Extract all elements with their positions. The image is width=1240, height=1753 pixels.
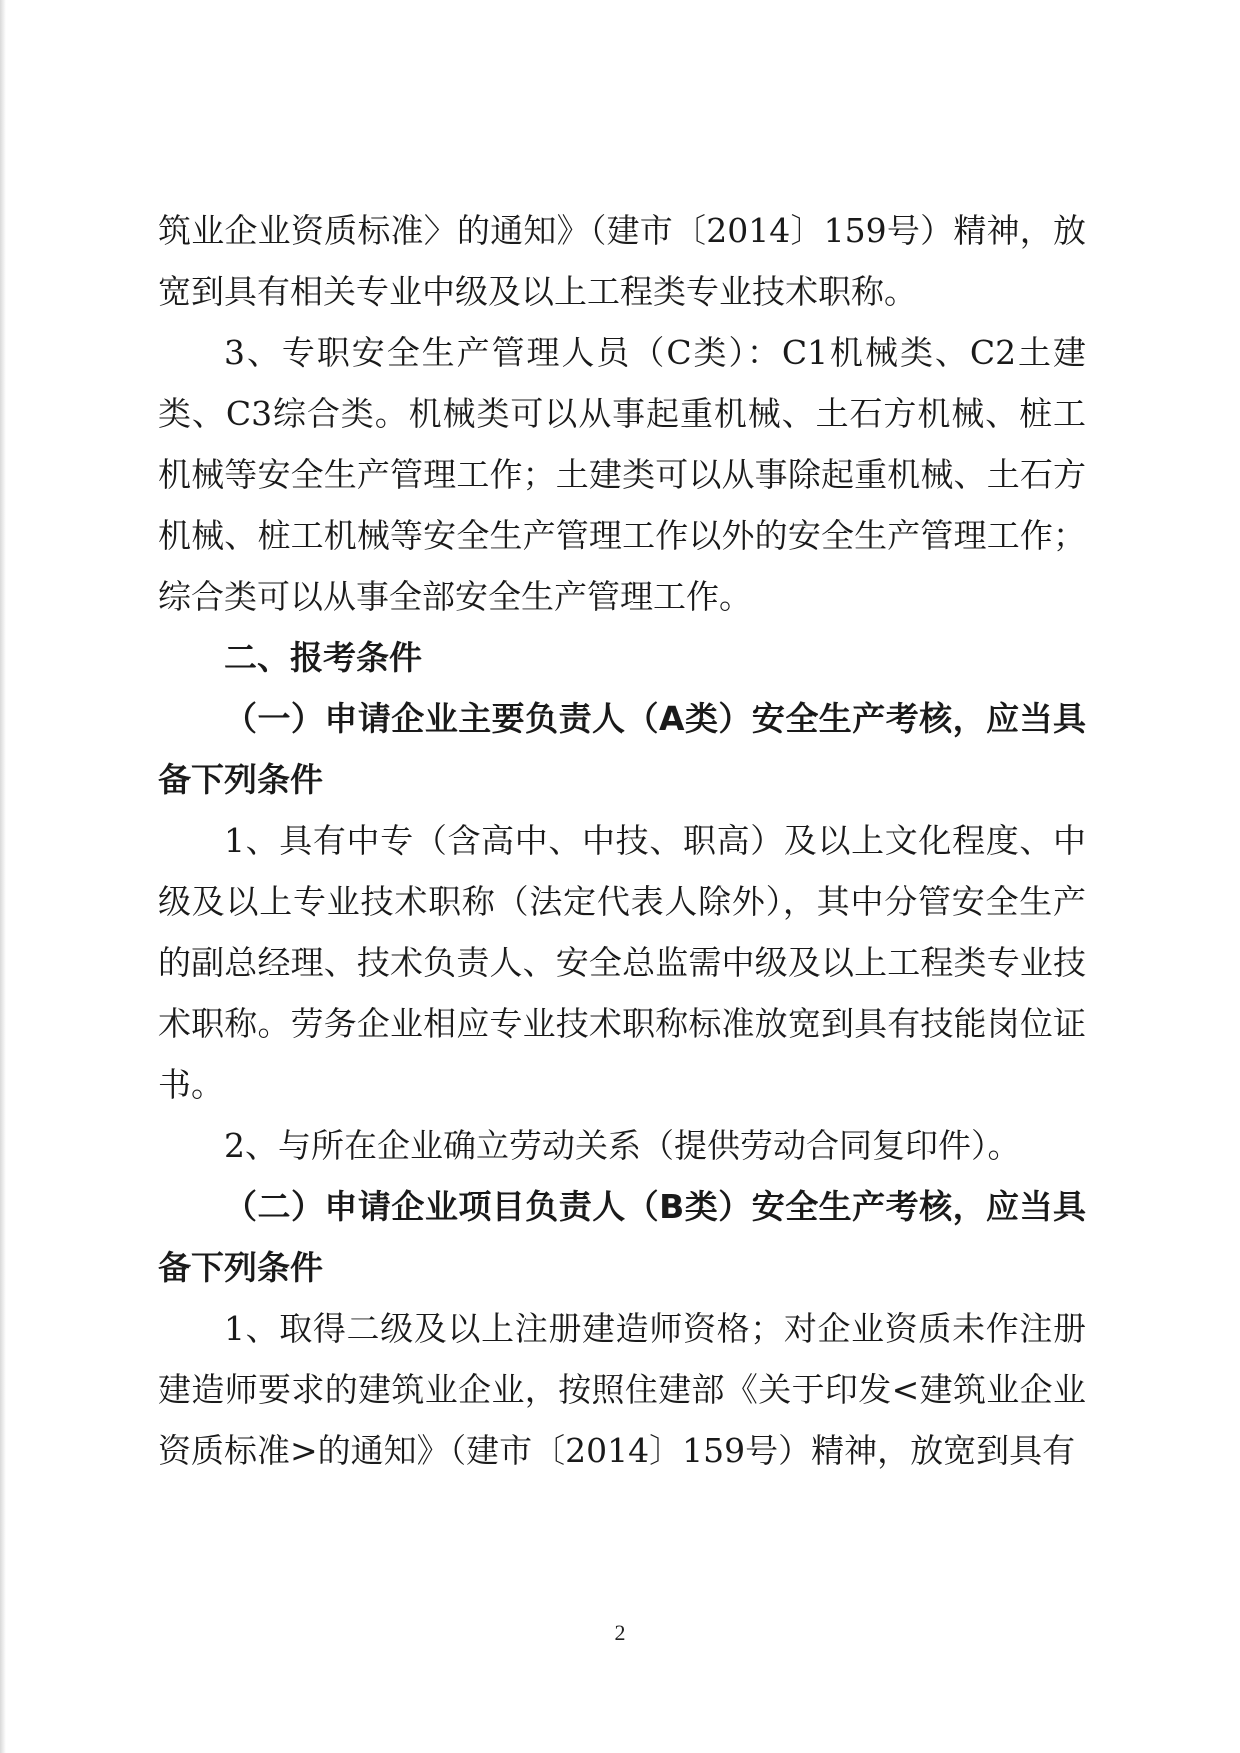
paragraph-a-condition-1: 1、具有中专（含高中、中技、职高）及以上文化程度、中级及以上专业技术职称（法定代表人除外），其中分管安全生产的副总经理、技术负责人、安全总监需中级及以上工程类专业技术职称。劳务企业相应专业技术职称标准放宽到具有技能岗位证书。	[158, 821, 1086, 1104]
paragraph-continuation: 筑业企业资质标准〉的通知》（建市〔2014〕159号）精神，放宽到具有相关专业中级及以上工程类专业技术职称。	[158, 211, 1086, 311]
scan-edge	[0, 0, 6, 1753]
subheading-b-category: （二）申请企业项目负责人（B类）安全生产考核，应当具备下列条件	[158, 1187, 1086, 1287]
paragraph-b-condition-1: 1、取得二级及以上注册建造师资格；对企业资质未作注册建造师要求的建筑业企业，按照住建部《关于印发<建筑业企业资质标准>的通知》（建市〔2014〕159号）精神，放宽到具有	[158, 1309, 1086, 1470]
paragraph-a-condition-2: 2、与所在企业确立劳动关系（提供劳动合同复印件）。	[224, 1126, 1021, 1165]
page-number: 2	[614, 1620, 626, 1645]
document-body	[158, 200, 1086, 1481]
subheading-a-category: （一）申请企业主要负责人（A类）安全生产考核，应当具备下列条件	[158, 699, 1086, 799]
section-heading-exam-conditions: 二、报考条件	[224, 638, 422, 677]
paragraph-c-category: 3、专职安全生产管理人员（C类）：C1机械类、C2土建类、C3综合类。机械类可以从事起重机械、土石方机械、桩工机械等安全生产管理工作；土建类可以从事除起重机械、土石方机械、桩工机械等安全生产管理工作以外的安全生产管理工作；综合类可以从事全部安全生产管理工作。	[158, 333, 1086, 616]
